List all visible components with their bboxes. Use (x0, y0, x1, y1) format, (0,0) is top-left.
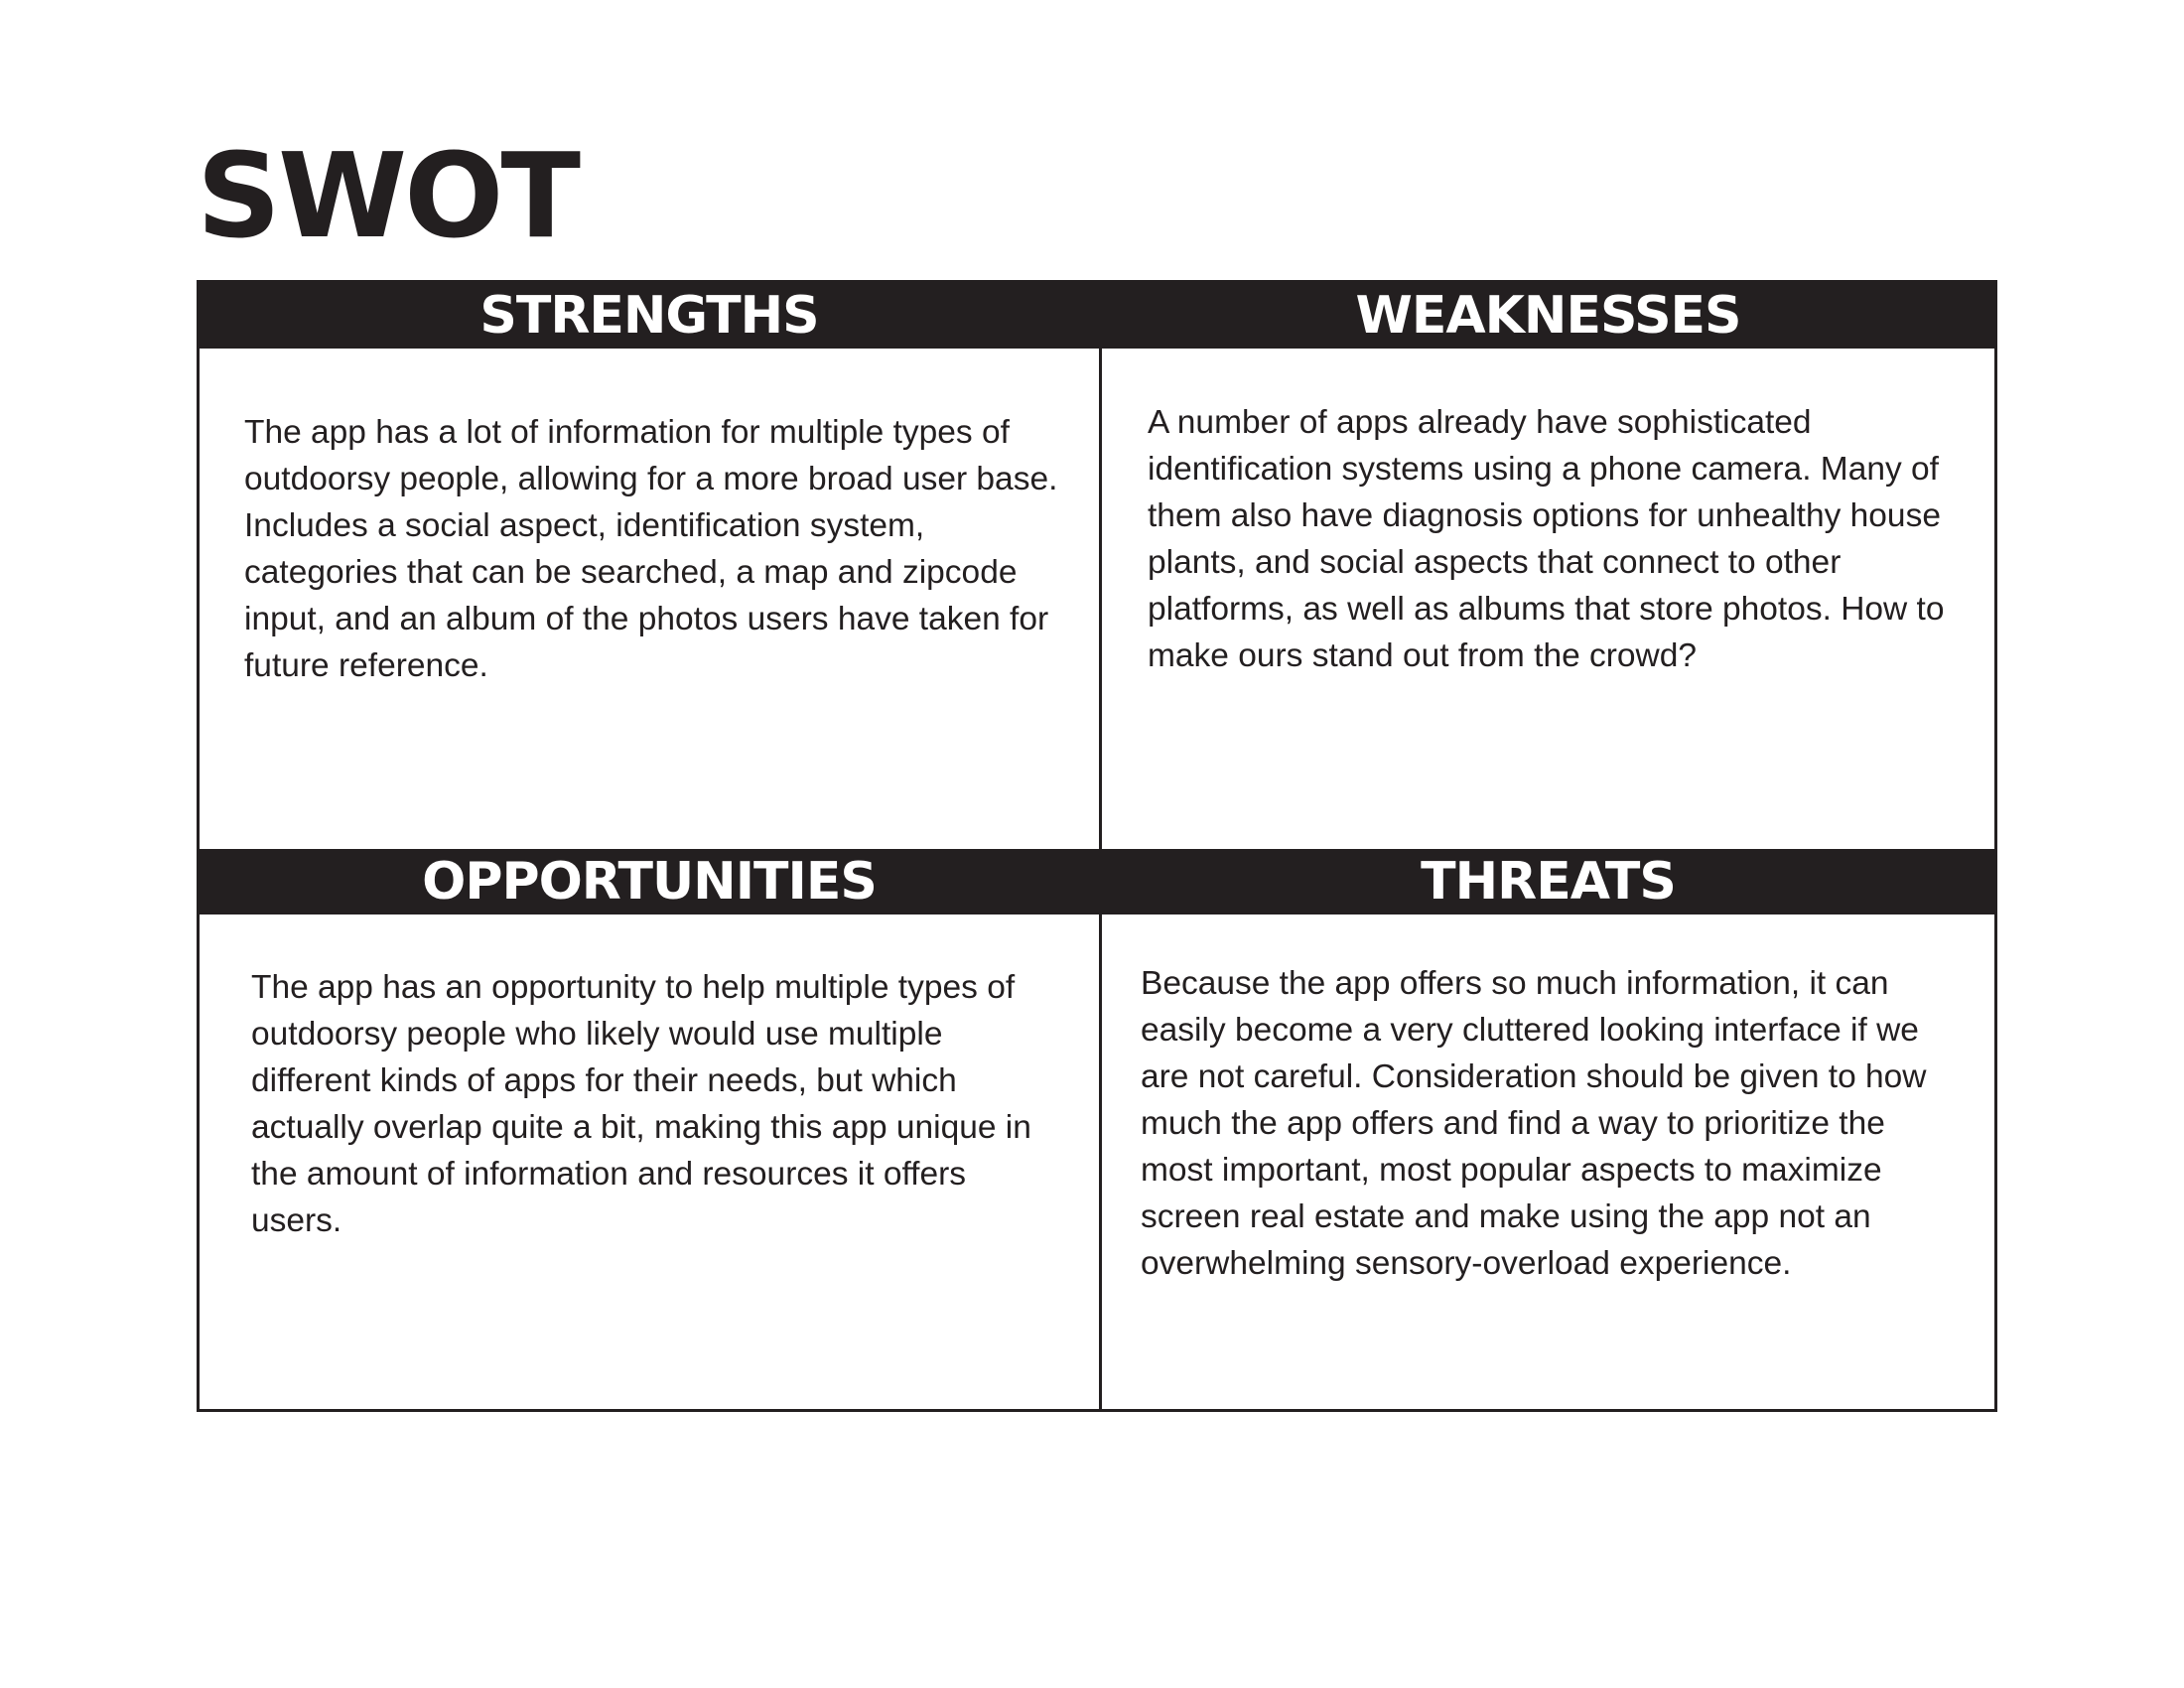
strengths-text: The app has a lot of information for multiple types of outdoorsy people, allowing for a more broad user base. Includes a social aspect, identification system, categories that can be searched, a map and zipcode input, and an album of the photos users have taken for future reference. (244, 414, 1058, 684)
opportunities-text: The app has an opportunity to help multiple types of outdoorsy people who likely would use multiple different kinds of apps for their needs, but which actually overlap quite a bit, making this app unique in the amount of information and resources it offers users. (251, 969, 1031, 1239)
strengths-heading: STRENGTHS (479, 286, 819, 346)
page-title: SWOT (197, 127, 578, 264)
threats-text: Because the app offers so much information, it can easily become a very cluttered looking interface if we are not careful. Consideration should be given to how much the app offers and find a way to prioritize the most important, most popular aspects to maximize screen real estate and make using the app not an overwhelming sensory-overload experience. (1141, 965, 1927, 1282)
threats-heading: THREATS (1421, 852, 1676, 912)
weaknesses-heading: WEAKNESSES (1355, 286, 1741, 346)
weaknesses-text: A number of apps already have sophisticated identification systems using a phone camera. Many of them also have diagnosis options for unhealthy house plants, and social aspects that connect to other platforms, as well as albums that store photos. How to make ours stand out from the crowd? (1148, 404, 1945, 674)
center-divider (1099, 283, 1102, 1409)
opportunities-heading: OPPORTUNITIES (422, 852, 877, 912)
swot-grid (197, 280, 1997, 1412)
